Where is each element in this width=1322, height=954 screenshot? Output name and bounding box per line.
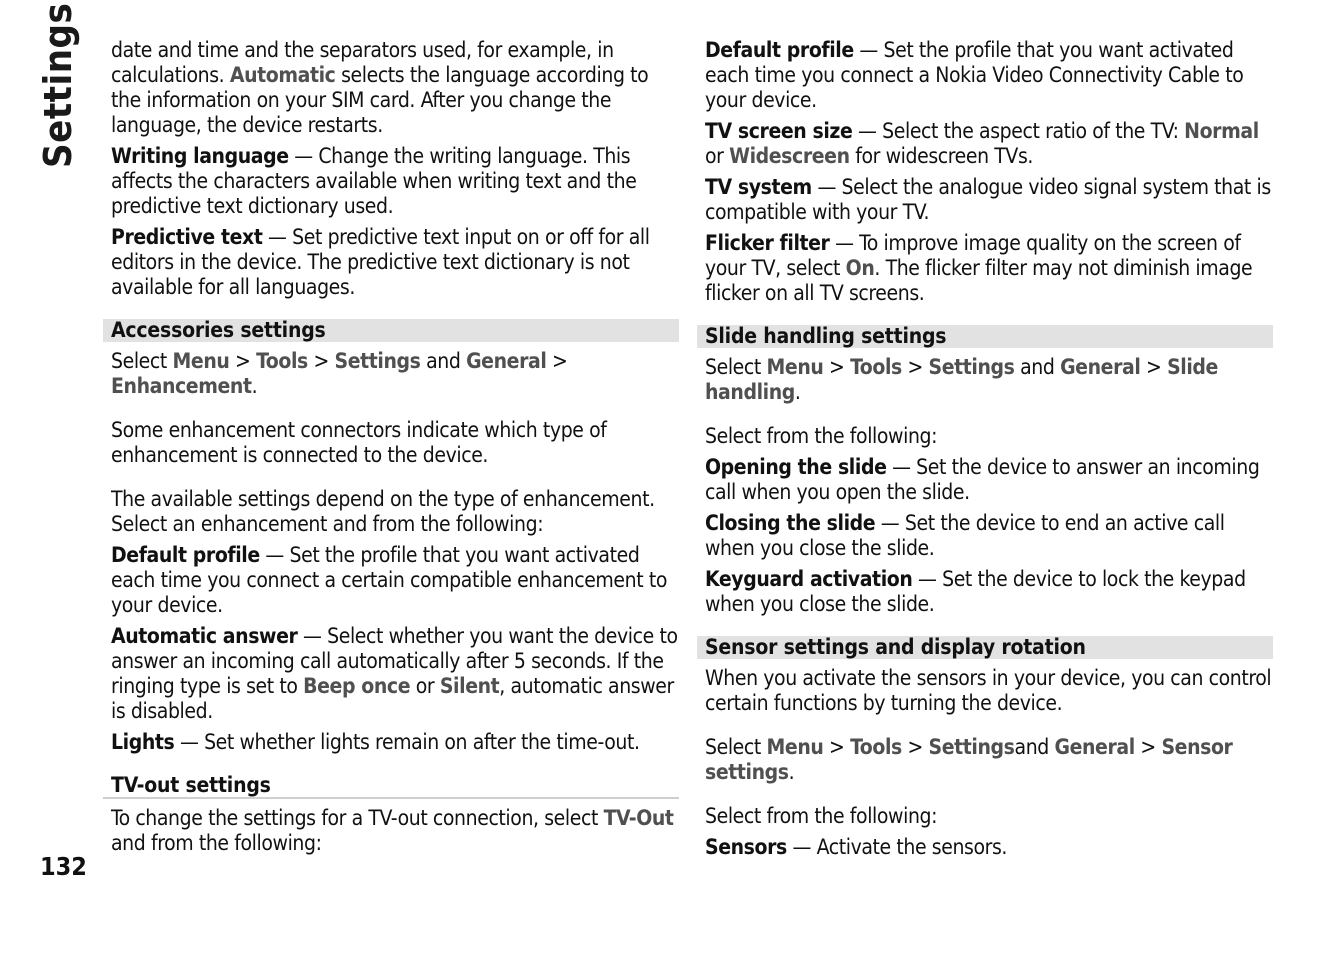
term-tv-system: TV system: [705, 175, 812, 199]
sensors-item: Sensors — Activate the sensors.: [705, 835, 1008, 859]
term-lights: Lights: [111, 730, 175, 754]
sensor-menu-path: Select Menu > Tools > Settingsand General > Sensor settings.: [705, 735, 1233, 784]
term-flicker-filter: Flicker filter: [705, 231, 830, 255]
keyguard-activation-item: Keyguard activation — Set the device to lock the keypad when you close the slide.: [705, 567, 1246, 616]
right-column: [697, 38, 1273, 866]
lights-item: Lights — Set whether lights remain on after the time-out.: [111, 730, 640, 754]
term-opening-slide: Opening the slide: [705, 455, 887, 479]
enhancement-connectors-paragraph: Some enhancement connectors indicate which type of enhancement is connected to the device.: [111, 418, 607, 467]
term-tv-default-profile: Default profile: [705, 38, 854, 62]
sensor-intro-paragraph: When you activate the sensors in your device, you can control certain functions by turning the device.: [705, 666, 1272, 715]
slide-menu-path: Select Menu > Tools > Settings and General > Slide handling.: [705, 355, 1218, 404]
automatic-answer-item: Automatic answer — Select whether you want the device to answer an incoming call automatically after 5 seconds. If the ringing type is set to Beep once or Silent, automatic answer is disabled.: [111, 624, 678, 723]
tv-screen-size-item: TV screen size — Select the aspect ratio of the TV: Normal or Widescreen for widescreen TVs.: [705, 119, 1259, 168]
closing-slide-item: Closing the slide — Set the device to end an active call when you close the slide.: [705, 511, 1225, 560]
heading-sensor-settings: Sensor settings and display rotation: [697, 636, 1273, 659]
side-section-title: Settings: [36, 2, 80, 168]
page-number: 132: [40, 852, 87, 881]
default-profile-item: Default profile — Set the profile that you want activated each time you connect a certain compatible enhancement to your device.: [111, 543, 668, 617]
term-writing-language: Writing language: [111, 144, 289, 168]
left-column: [103, 38, 679, 862]
heading-slide-handling-settings: Slide handling settings: [697, 325, 1273, 348]
available-settings-paragraph: The available settings depend on the type of enhancement. Select an enhancement and from the following:: [111, 487, 655, 536]
opening-slide-item: Opening the slide — Set the device to answer an incoming call when you open the slide.: [705, 455, 1260, 504]
term-closing-slide: Closing the slide: [705, 511, 876, 535]
accessories-menu-path: Select Menu > Tools > Settings and General > Enhancement.: [111, 349, 568, 398]
term-tv-screen-size: TV screen size: [705, 119, 853, 143]
heading-accessories-settings: Accessories settings: [103, 319, 679, 342]
sensor-select-from: Select from the following:: [705, 804, 938, 828]
tv-default-profile-item: Default profile — Set the profile that you want activated each time you connect a Nokia Video Connectivity Cable to your device.: [705, 38, 1244, 112]
predictive-text-item: Predictive text — Set predictive text input on or off for all editors in the device. The predictive text dictionary is not available for all languages.: [111, 225, 650, 299]
writing-language-item: Writing language — Change the writing language. This affects the characters available when writing text and the predictive text dictionary used.: [111, 144, 637, 218]
term-automatic-answer: Automatic answer: [111, 624, 298, 648]
term-default-profile: Default profile: [111, 543, 260, 567]
tv-system-item: TV system — Select the analogue video signal system that is compatible with your TV.: [705, 175, 1271, 224]
term-sensors: Sensors: [705, 835, 787, 859]
flicker-filter-item: Flicker filter — To improve image quality on the screen of your TV, select On. The flicker filter may not diminish image flicker on all TV screens.: [705, 231, 1253, 305]
heading-tv-out-settings: TV-out settings: [103, 774, 679, 799]
tv-out-paragraph: To change the settings for a TV-out connection, select TV-Out and from the following:: [111, 806, 674, 855]
slide-select-from: Select from the following:: [705, 424, 938, 448]
language-intro-paragraph: date and time and the separators used, for example, in calculations. Automatic selects the language according to the information on your SIM card. After you change the language, the device restarts.: [111, 38, 649, 137]
term-predictive-text: Predictive text: [111, 225, 263, 249]
term-keyguard-activation: Keyguard activation: [705, 567, 913, 591]
option-automatic: Automatic: [229, 63, 336, 87]
